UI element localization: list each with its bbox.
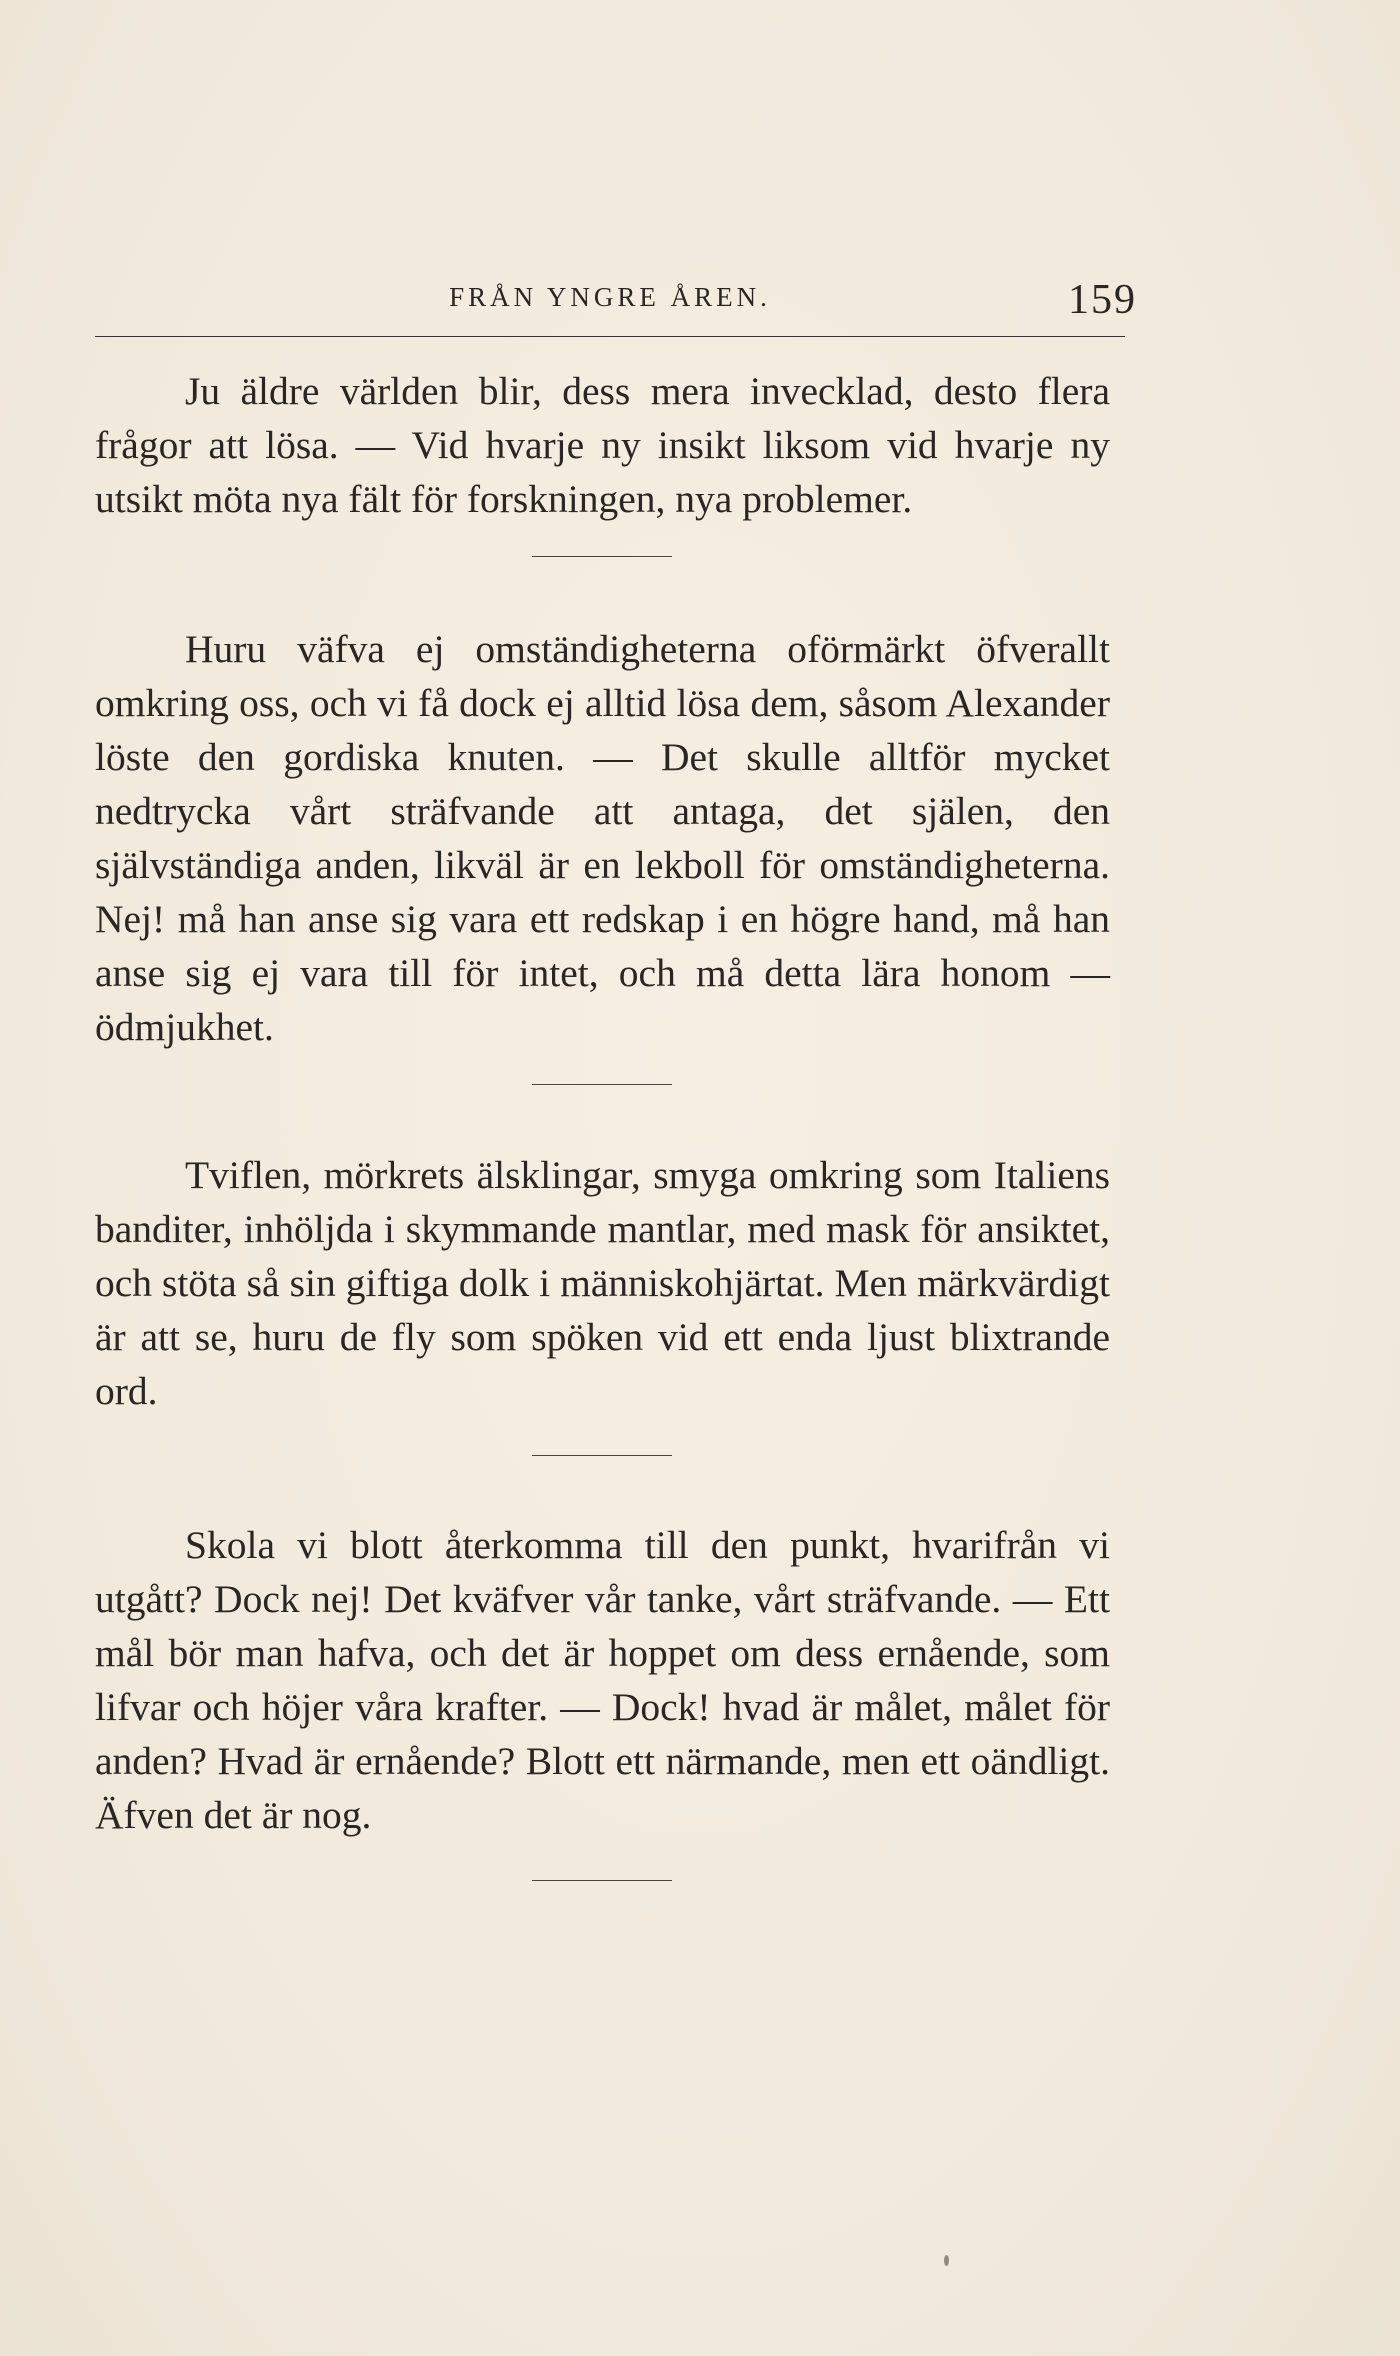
- page-number: 159: [1068, 277, 1137, 323]
- running-head: [95, 277, 1137, 323]
- paragraph-3: Tviflen, mörkrets älsklingar, smyga omkring som Italiens banditer, inhöljda i skymmande mantlar, med mask för ansiktet, och stöta så sin giftiga dolk i människohjärtat. Men märkvärdigt är att se, huru de fly som spöken vid ett enda ljust blixtrande ord.: [95, 1153, 1110, 1413]
- section-separator-4: [532, 1880, 672, 1881]
- ink-speck: [944, 2255, 949, 2266]
- paragraph-2: Huru väfva ej omständigheterna oförmärkt öfverallt omkring oss, och vi få dock ej alltid lösa dem, såsom Alexander löste den gordiska knuten. — Det skulle alltför mycket nedtrycka vårt sträfvande att antaga, det själen, den självständiga anden, likväl är en lekboll för omständigheterna. Nej! må han anse sig vara ett redskap i en högre hand, må han anse sig ej vara till för intet, och må detta lära honom — ödmjukhet.: [95, 627, 1110, 1049]
- section-separator-3: [532, 1455, 672, 1456]
- section-separator-1: [532, 556, 672, 557]
- paragraph-4: Skola vi blott återkomma till den punkt, hvarifrån vi utgått? Dock nej! Det kväfver vår tanke, vårt sträfvande. — Ett mål bör man hafva, och det är hoppet om dess ernående, som lifvar och höjer våra krafter. — Dock! hvad är målet, målet för anden? Hvad är ernående? Blott ett närmande, men ett oändligt. Äfven det är nog.: [95, 1523, 1110, 1837]
- header-rule: [95, 336, 1125, 337]
- section-separator-2: [532, 1084, 672, 1085]
- body-text: [95, 364, 1110, 1881]
- paragraph-1: Ju äldre världen blir, dess mera invecklad, desto flera frågor att lösa. — Vid hvarje ny insikt liksom vid hvarje ny utsikt möta nya fält för forskningen, nya problemer.: [95, 369, 1110, 521]
- running-title: FRÅN YNGRE ÅREN.: [449, 282, 771, 312]
